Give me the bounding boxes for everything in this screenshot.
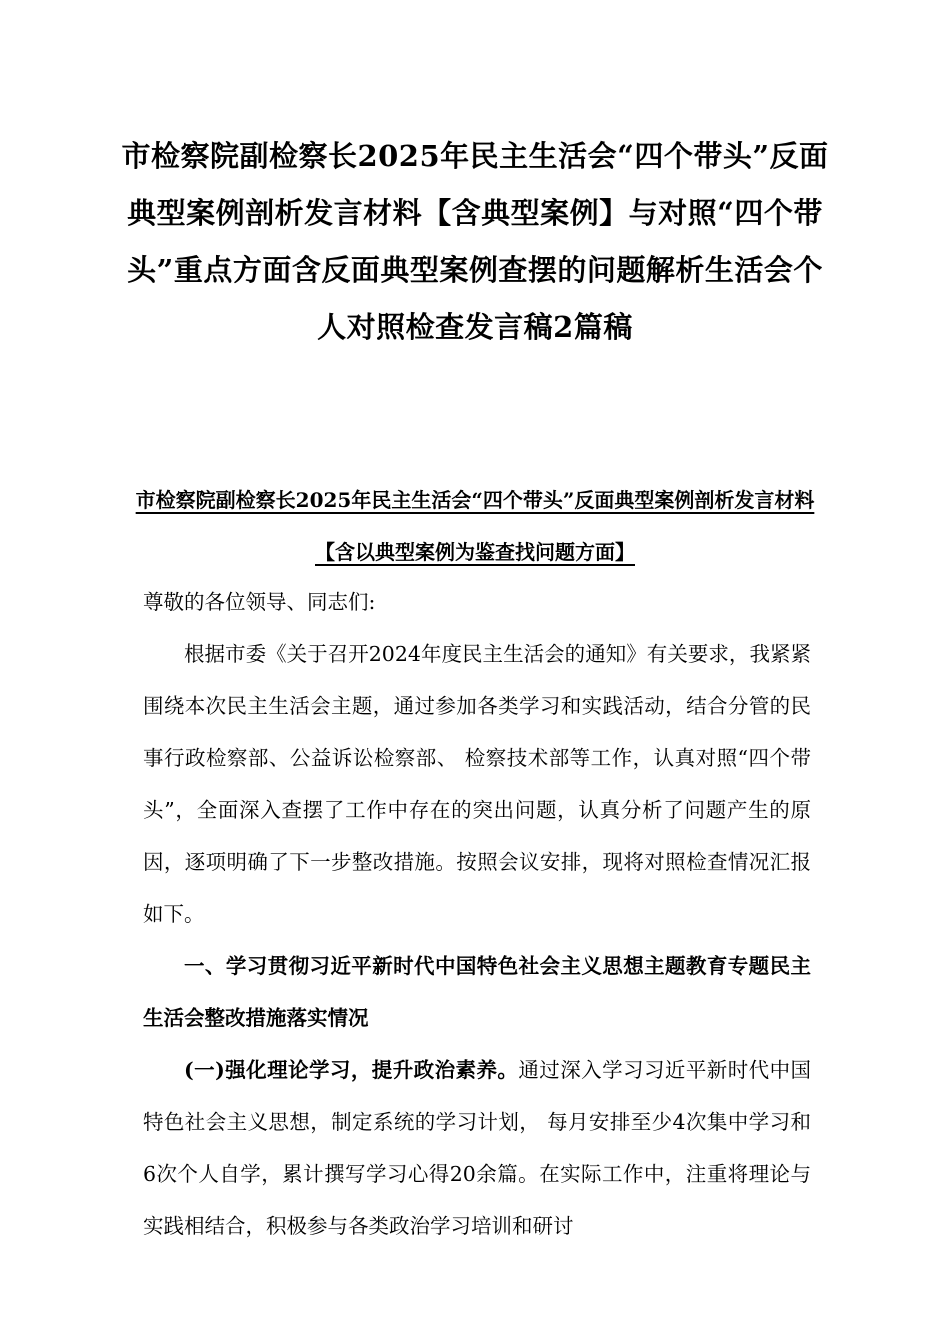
document-title: 市检察院副检察长2025年民主生活会“四个带头”反面典型案例剖析发言材料【含典型案例】与对照“四个带头”重点方面含反面典型案例查摆的问题解析生活会个人对照检查发言稿2篇稿	[121, 139, 829, 344]
section-title	[130, 474, 820, 578]
salutation: 尊敬的各位领导、同志们:	[143, 590, 376, 614]
section-title-text: 市检察院副检察长2025年民主生活会“四个带头”反面典型案例剖析发言材料【含以典型案例为鉴查找问题方面】	[135, 488, 815, 564]
subsection-1-text: 通过深入学习习近平新时代中国特色社会主义思想，制定系统的学习计划， 每月安排至少4次集中学习和6次个人自学，累计撰写学习心得20余篇。在实际工作中，注重将理论与实践相结合，积极参与各类政治学习培训和研讨	[143, 1058, 812, 1238]
section-1-heading: 一、学习贯彻习近平新时代中国特色社会主义思想主题教育专题民主生活会整改措施落实情况	[143, 954, 811, 1030]
subsection-1-paragraph	[143, 1044, 811, 1252]
document-body	[143, 576, 811, 1252]
intro-paragraph: 根据市委《关于召开2024年度民主生活会的通知》有关要求，我紧紧围绕本次民主生活会主题，通过参加各类学习和实践活动，结合分管的民事行政检察部、公益诉讼检察部、 检察技术部等工作，认真对照“四个带头”，全面深入查摆了工作中存在的突出问题，认真分析了问题产生的原因，逐项明确了下一步整改措施。按照会议安排，现将对照检查情况汇报如下。	[143, 642, 811, 926]
subsection-1-heading: (一)强化理论学习，提升政治素养。	[184, 1058, 519, 1082]
